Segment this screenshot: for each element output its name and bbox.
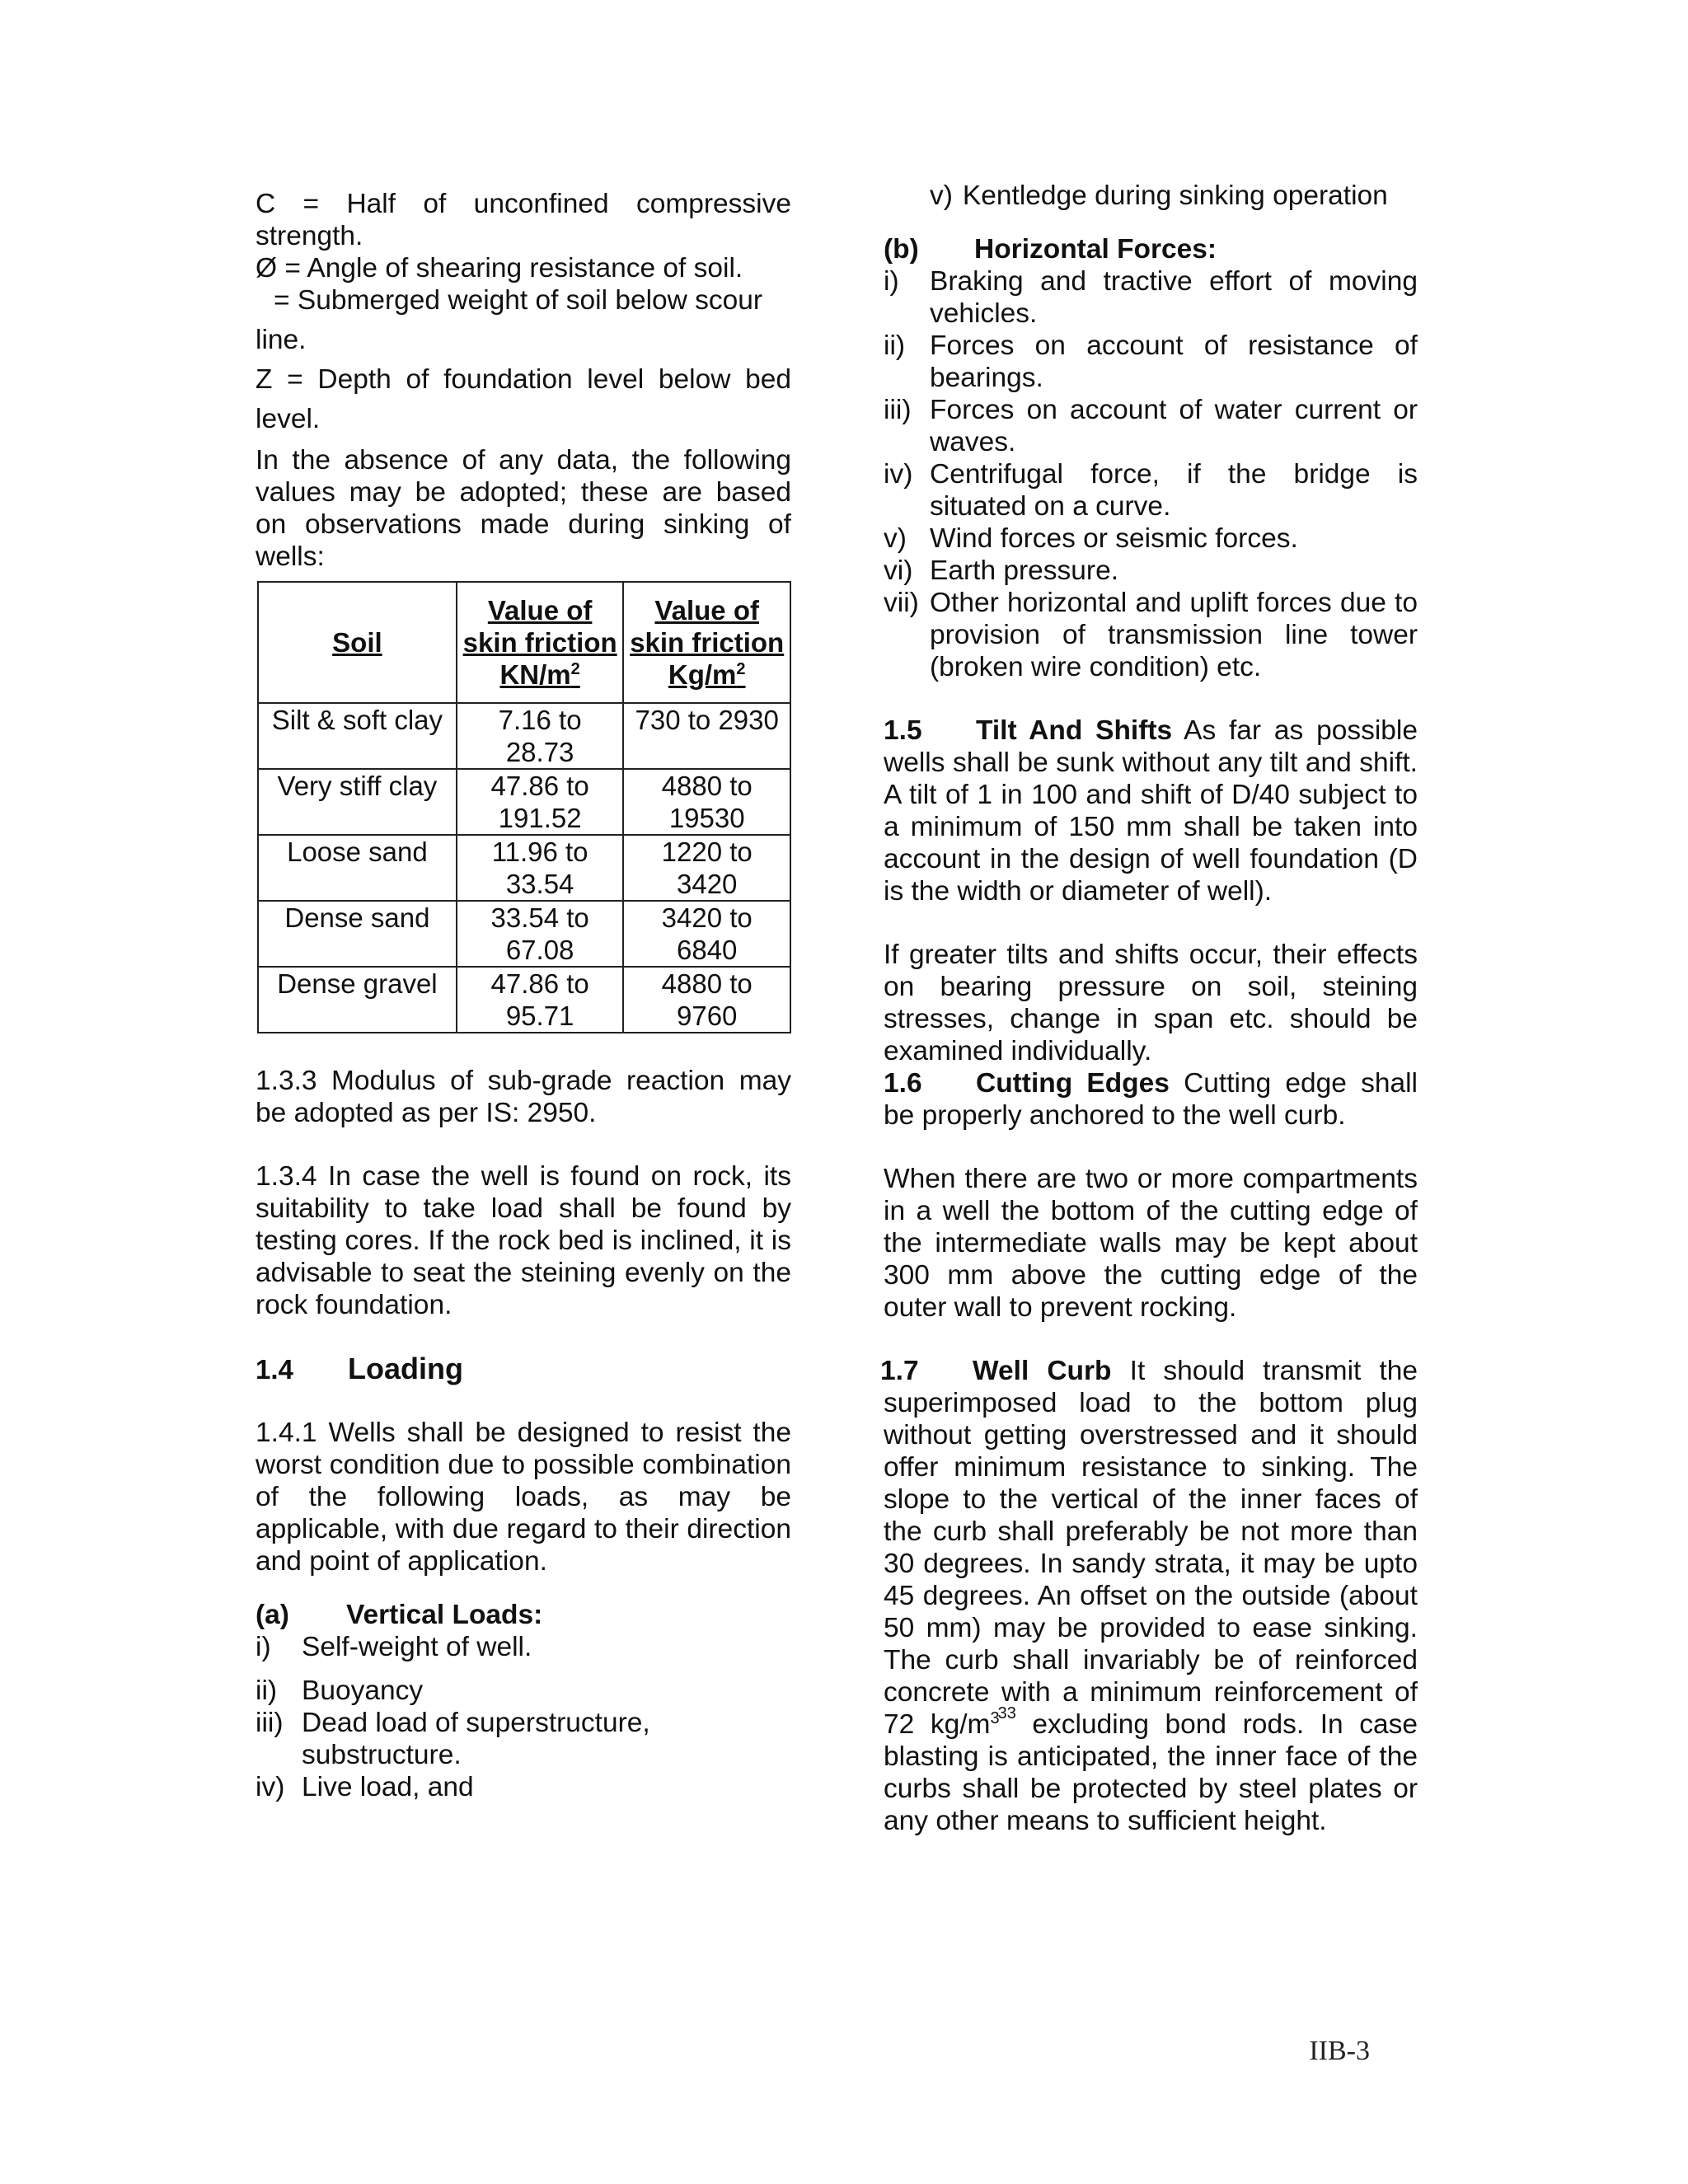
z-definition-line1: Z = Depth of foundation level below bed bbox=[256, 364, 791, 395]
cell-soil: Dense gravel bbox=[258, 967, 457, 1033]
table-row bbox=[258, 703, 790, 769]
list-item: vi) Earth pressure. bbox=[884, 555, 1119, 586]
section-title: Well Curb bbox=[973, 1356, 1112, 1386]
cell-soil: Loose sand bbox=[258, 835, 457, 901]
section-title: Tilt And Shifts bbox=[976, 715, 1173, 746]
gamma-definition-line2: line. bbox=[256, 325, 307, 355]
list-item: iii) Forces on account of water current or waves. bbox=[884, 395, 1418, 457]
list-item: ii) Buoyancy bbox=[256, 1675, 424, 1706]
horizontal-forces-list bbox=[884, 265, 1418, 683]
cell-kn: 47.86 to 191.52 bbox=[457, 769, 624, 835]
para-1-5: 1.5 Tilt And Shifts As far as possible wells shall be sunk without any tilt and shift. A tilt of 1 in 100 and shift of D/40 subject to a minimum of 150 mm shall be taken into account in the design of well foundation (D is the width or diameter of well). bbox=[884, 715, 1418, 907]
right-column bbox=[880, 180, 1418, 1837]
table-row bbox=[258, 967, 790, 1033]
para-tilt-effects: If greater tilts and shifts occur, their effects on bearing pressure on soil, steining stresses, change in span etc. should be examined individually. bbox=[884, 940, 1418, 1066]
header-kn: Value of skin friction $KN/m^2$ bbox=[457, 582, 624, 703]
list-item: i) Self-weight of well. bbox=[256, 1632, 532, 1662]
list-item: v) Kentledge during sinking operation bbox=[930, 180, 1388, 211]
subheading-vertical-loads bbox=[256, 1599, 791, 1631]
z-definition-line2: level. bbox=[256, 404, 321, 434]
cell-kn: 33.54 to 67.08 bbox=[457, 901, 624, 967]
cell-kg: 730 to 2930 bbox=[623, 703, 790, 769]
list-item: vii) Other horizontal and uplift forces due to provision of transmission line tower (broken wire condition) etc. bbox=[884, 588, 1418, 682]
page-number: IIB-3 bbox=[1309, 2036, 1370, 2066]
section-heading-1-4 bbox=[256, 1352, 791, 1385]
cell-soil: Silt & soft clay bbox=[258, 703, 457, 769]
para-1-3-3: 1.3.3 Modulus of sub-grade reaction may be adopted as per IS: 2950. bbox=[256, 1066, 791, 1128]
table-row bbox=[258, 835, 790, 901]
cell-kg: 4880 to 19530 bbox=[623, 769, 790, 835]
subheading-horizontal-forces bbox=[884, 233, 1418, 265]
para-1-3-4: 1.3.4 In case the well is found on rock, its suitability to take load shall be found by testing cores. If the rock bed is inclined, it is advisable to seat the steining evenly on the rock foundation. bbox=[256, 1161, 791, 1320]
left-column bbox=[256, 180, 791, 1803]
para-compartments: When there are two or more compartments in a well the bottom of the cutting edge of the intermediate walls may be kept about 300 mm above the cutting edge of the outer wall to prevent rocking. bbox=[884, 1164, 1418, 1323]
cell-soil: Dense sand bbox=[258, 901, 457, 967]
section-title: Cutting Edges bbox=[976, 1068, 1170, 1099]
list-item: iv) Live load, and bbox=[256, 1772, 474, 1802]
phi-definition: Ø = Angle of shearing resistance of soil. bbox=[256, 253, 743, 284]
cell-kn: 47.86 to 95.71 bbox=[457, 967, 624, 1033]
subheading-title: Horizontal Forces: bbox=[974, 234, 1217, 265]
stray-page-number: 33 bbox=[997, 1704, 1016, 1722]
gamma-definition-line1: = Submerged weight of soil below scour bbox=[274, 285, 763, 316]
table-row bbox=[258, 901, 790, 967]
table-row bbox=[258, 769, 790, 835]
skin-friction-table bbox=[257, 581, 791, 1033]
subheading-label: (a) bbox=[256, 1600, 289, 1630]
c-definition-line2: strength. bbox=[256, 221, 363, 251]
header-kg: Value of skin friction $Kg/m^2$ bbox=[623, 582, 790, 703]
section-number: 1.7 bbox=[880, 1356, 919, 1386]
cell-kg: 3420 to 6840 bbox=[623, 901, 790, 967]
section-number: 1.4 bbox=[256, 1354, 293, 1385]
list-item: i) Braking and tractive effort of moving vehicles. bbox=[884, 266, 1418, 329]
c-definition-line1: C = Half of unconfined compressive bbox=[256, 189, 791, 219]
para-1-6: 1.6 Cutting Edges Cutting edge shall be properly anchored to the well curb. bbox=[884, 1068, 1418, 1131]
table-header-row bbox=[258, 582, 790, 703]
para-1-4-1: 1.4.1 Wells shall be designed to resist the worst condition due to possible combination of the following loads, as may be applicable, with due regard to their direction and point of application. bbox=[256, 1418, 791, 1577]
cell-soil: Very stiff clay bbox=[258, 769, 457, 835]
section-number: 1.5 bbox=[884, 715, 922, 746]
subheading-title: Vertical Loads: bbox=[346, 1600, 543, 1630]
subheading-label: (b) bbox=[884, 234, 919, 265]
list-item: v) Wind forces or seismic forces. bbox=[884, 523, 1298, 554]
vertical-loads-list bbox=[256, 1631, 791, 1803]
list-item: iii) Dead load of superstructure, substructure. bbox=[256, 1708, 650, 1770]
para-1-7: 1.7 Well Curb It should transmit the superimposed load to the bottom plug without getting overstressed and it should offer minimum resistance to sinking. The slope to the vertical of the inner faces of the curb shall preferably be not more than 30 degrees. In sandy strata, it may be upto 45 degrees. An offset on the outside (about 50 mm) may be provided to ease sinking. The curb shall invariably be of reinforced concrete with a minimum reinforcement of 72 $kg/m^{333}$ excluding bond rods. In case blasting is anticipated, the inner face of the curbs shall be protected by steel plates or any other means to sufficient height. bbox=[880, 1356, 1418, 1836]
list-item: iv) Centrifugal force, if the bridge is situated on a curve. bbox=[884, 459, 1418, 522]
section-number: 1.6 bbox=[884, 1068, 922, 1099]
cell-kn: 11.96 to 33.54 bbox=[457, 835, 624, 901]
intro-paragraph: In the absence of any data, the following values may be adopted; these are based on observations made during sinking of wells: bbox=[256, 445, 791, 572]
vertical-loads-list-continued bbox=[884, 180, 1418, 212]
cell-kg: 1220 to 3420 bbox=[623, 835, 790, 901]
list-item: ii) Forces on account of resistance of bearings. bbox=[884, 330, 1418, 393]
header-soil: Soil bbox=[258, 582, 457, 703]
section-title: Loading bbox=[348, 1352, 463, 1385]
cell-kg: 4880 to 9760 bbox=[623, 967, 790, 1033]
cell-kn: 7.16 to 28.73 bbox=[457, 703, 624, 769]
